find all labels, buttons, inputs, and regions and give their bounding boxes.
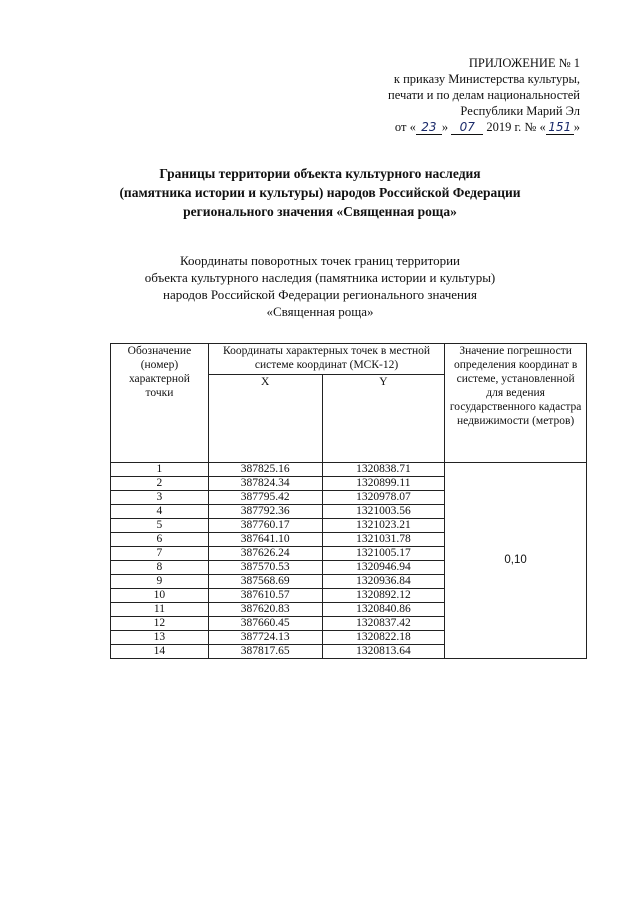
point-number-cell: 10 <box>111 589 209 603</box>
point-number-cell: 3 <box>111 491 209 505</box>
title-line-3: регионального значения «Священная роща» <box>183 204 457 219</box>
appendix-title: ПРИЛОЖЕНИЕ № 1 <box>468 56 580 70</box>
table-row <box>111 463 587 477</box>
point-number-cell: 7 <box>111 547 209 561</box>
subtitle-line-1: Координаты поворотных точек границ территории <box>179 253 461 268</box>
point-number-cell: 6 <box>111 533 209 547</box>
point-number-cell: 9 <box>111 575 209 589</box>
y-coordinate-cell: 1321031.78 <box>322 533 445 547</box>
y-header: Y <box>322 375 445 463</box>
point-number-cell: 13 <box>111 631 209 645</box>
handwritten-order-number: 151 <box>546 120 574 135</box>
x-coordinate-cell: 387641.10 <box>208 533 322 547</box>
y-coordinate-cell: 1320837.42 <box>322 617 445 631</box>
date-prefix: от « <box>394 120 416 134</box>
handwritten-day: 23 <box>416 120 442 135</box>
y-coordinate-cell: 1320840.86 <box>322 603 445 617</box>
x-coordinate-cell: 387795.42 <box>208 491 322 505</box>
error-header: Значение погрешности определения координат в системе, установленной для ведения государственного кадастра недвижимости (метров) <box>445 344 587 463</box>
y-coordinate-cell: 1320838.71 <box>322 463 445 477</box>
coordinates-subtitle <box>0 252 640 320</box>
point-number-cell: 14 <box>111 645 209 659</box>
coordinates-table <box>110 343 587 659</box>
point-number-cell: 4 <box>111 505 209 519</box>
point-number-cell: 5 <box>111 519 209 533</box>
y-coordinate-cell: 1320813.64 <box>322 645 445 659</box>
point-number-cell: 11 <box>111 603 209 617</box>
y-coordinate-cell: 1320899.11 <box>322 477 445 491</box>
x-coordinate-cell: 387568.69 <box>208 575 322 589</box>
handwritten-month: 07 <box>451 120 483 135</box>
point-number-cell: 2 <box>111 477 209 491</box>
appendix-order-line: к приказу Министерства культуры, <box>393 72 580 86</box>
y-coordinate-cell: 1320978.07 <box>322 491 445 505</box>
title-line-1: Границы территории объекта культурного наследия <box>159 166 481 181</box>
x-coordinate-cell: 387792.36 <box>208 505 322 519</box>
y-coordinate-cell: 1320946.94 <box>322 561 445 575</box>
y-coordinate-cell: 1321003.56 <box>322 505 445 519</box>
subtitle-line-2: объекта культурного наследия (памятника истории и культуры) <box>144 270 496 285</box>
x-coordinate-cell: 387620.83 <box>208 603 322 617</box>
y-coordinate-cell: 1320822.18 <box>322 631 445 645</box>
x-coordinate-cell: 387825.16 <box>208 463 322 477</box>
x-coordinate-cell: 387817.65 <box>208 645 322 659</box>
date-year: 2019 г. № « <box>486 120 546 134</box>
appendix-republic-line: Республики Марий Эл <box>460 104 580 118</box>
appendix-block <box>388 55 580 135</box>
subtitle-line-4: «Священная роща» <box>266 304 374 319</box>
date-suffix: » <box>573 120 580 134</box>
subtitle-line-3: народов Российской Федерации регионального значения <box>163 287 477 302</box>
x-coordinate-cell: 387724.13 <box>208 631 322 645</box>
x-coordinate-cell: 387626.24 <box>208 547 322 561</box>
error-value-cell: 0,10 <box>445 463 587 659</box>
x-header: X <box>208 375 322 463</box>
x-coordinate-cell: 387660.45 <box>208 617 322 631</box>
appendix-date-line <box>388 119 580 135</box>
y-coordinate-cell: 1321023.21 <box>322 519 445 533</box>
y-coordinate-cell: 1320936.84 <box>322 575 445 589</box>
point-number-cell: 12 <box>111 617 209 631</box>
point-number-cell: 1 <box>111 463 209 477</box>
x-coordinate-cell: 387760.17 <box>208 519 322 533</box>
x-coordinate-cell: 387824.34 <box>208 477 322 491</box>
point-number-cell: 8 <box>111 561 209 575</box>
y-coordinate-cell: 1320892.12 <box>322 589 445 603</box>
date-separator: » <box>441 120 449 134</box>
x-coordinate-cell: 387610.57 <box>208 589 322 603</box>
y-coordinate-cell: 1321005.17 <box>322 547 445 561</box>
document-title <box>0 164 640 221</box>
x-coordinate-cell: 387570.53 <box>208 561 322 575</box>
point-number-header: Обозначение (номер) характерной точки <box>111 344 209 463</box>
coordinates-header: Координаты характерных точек в местной системе координат (МСК-12) <box>208 344 444 375</box>
title-line-2: (памятника истории и культуры) народов Российской Федерации <box>119 185 521 200</box>
appendix-ministry-line: печати и по делам национальностей <box>388 88 580 102</box>
